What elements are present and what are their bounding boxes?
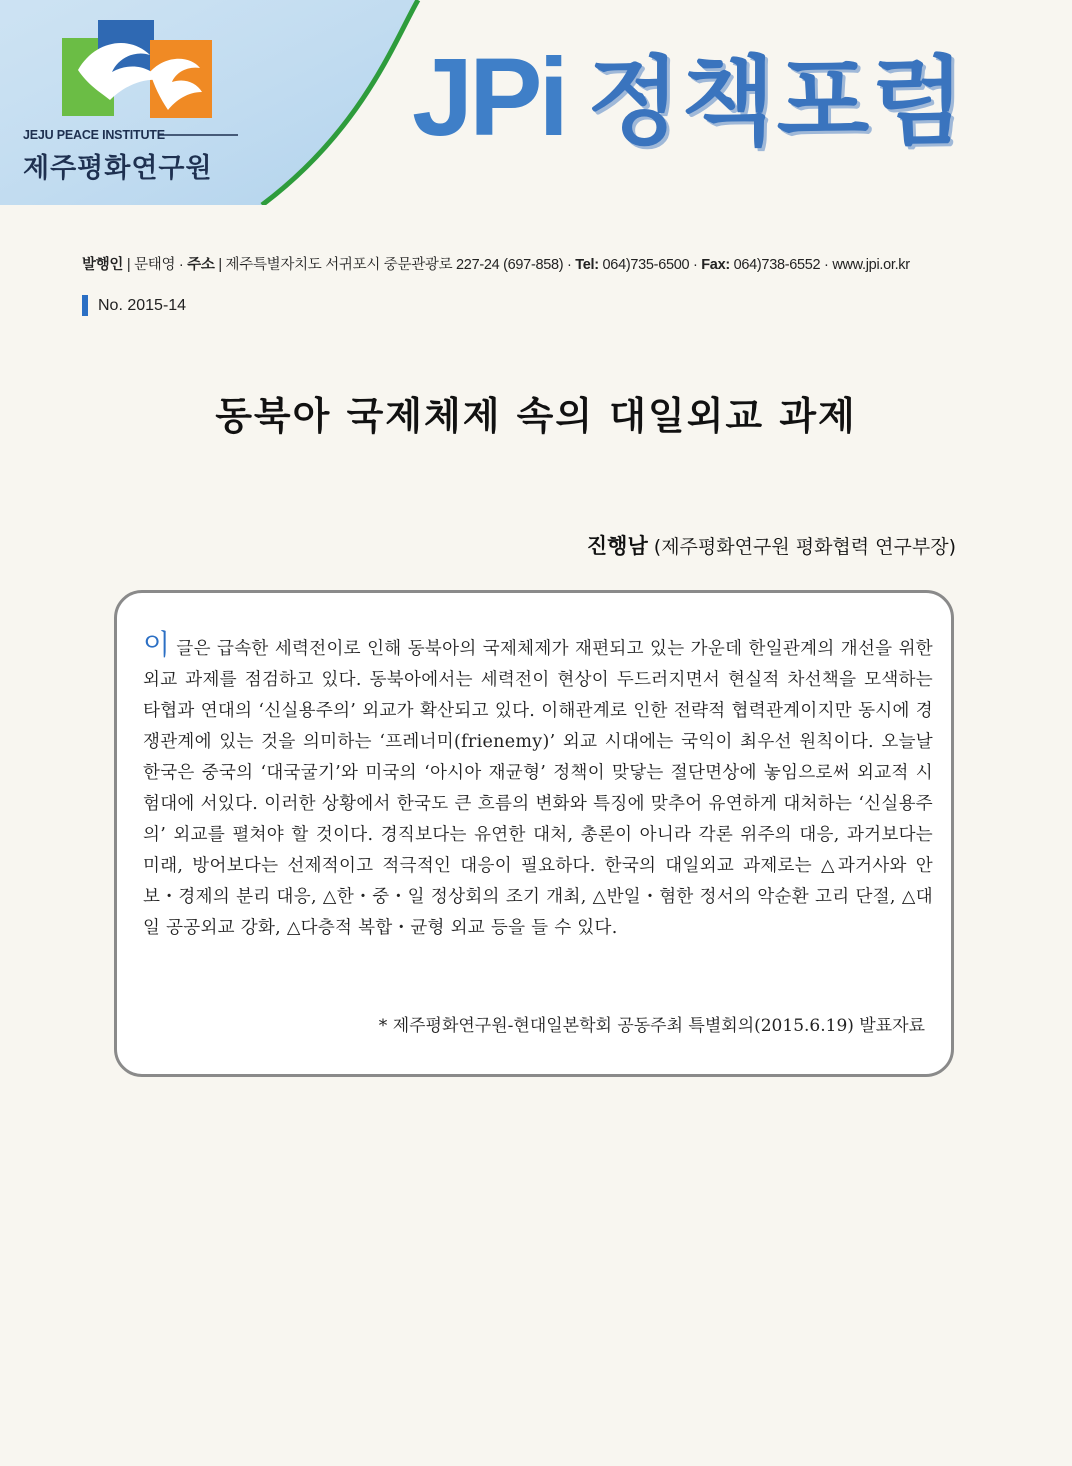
document-title: 동북아 국제체제 속의 대일외교 과제 <box>215 393 857 438</box>
issue-number <box>82 295 186 316</box>
summary-dropcap: 이 <box>143 628 171 661</box>
author-affiliation: (제주평화연구원 평화협력 연구부장) <box>653 536 956 558</box>
issue-text: No. 2015-14 <box>98 296 187 314</box>
author-line <box>587 530 956 560</box>
fax-label: Fax: <box>701 257 730 273</box>
tel-label: Tel: <box>575 257 599 273</box>
website-link[interactable]: www.jpi.or.kr <box>832 257 910 273</box>
summary-paragraph <box>143 629 933 944</box>
fax-number: 064)738-6552 <box>733 257 821 273</box>
brand-title <box>412 36 967 159</box>
address: 제주특별자치도 서귀포시 중문관광로 227-24 (697-858) <box>225 257 564 273</box>
tel-number: 064)735-6500 <box>602 257 690 273</box>
issue-marker-bar <box>82 295 88 316</box>
publisher-label: 발행인 <box>82 257 124 273</box>
summary-box <box>114 590 954 1077</box>
address-label: 주소 <box>187 257 215 273</box>
institute-name-english: JEJU PEACE INSTITUTE <box>23 128 165 142</box>
source-note: * 제주평화연구원-현대일본학회 공동주최 특별회의(2015.6.19) 발표자료 <box>378 1016 925 1036</box>
brand-jpi-wordmark: JPi <box>412 36 566 159</box>
publisher-line: 발행인 | 문태영 · 주소 | 제주특별자치도 서귀포시 중문관광로 227-24 (697-858) · Tel: 064)735-6500 · Fax: 064)738-6552 · www.jpi.or.kr <box>82 257 910 273</box>
publisher-name: 문태영 <box>134 257 176 273</box>
institute-name-korean: 제주평화연구원 <box>23 153 213 184</box>
header-banner <box>0 0 1072 205</box>
author-name: 진행남 <box>586 534 648 558</box>
summary-body: 글은 급속한 세력전이로 인해 동북아의 국제체제가 재편되고 있는 가운데 한일관계의 개선을 위한 외교 과제를 점검하고 있다. 동북아에서는 세력전이 현상이 두드러지면서 현실적 차선책을 모색하는 타협과 연대의 ‘신실용주의’ 외교가 확산되고 있다. 이해관계로 인한 전략적 협력관계이지만 동시에 경쟁관계에 있는 것을 의미하는 ‘프레너미(frienemy)’ 외교 시대에는 국익이 최우선 원칙이다. 오늘날 한국은 중국의 ‘대국굴기’와 미국의 ‘아시아 재균형’ 정책이 맞닿는 절단면상에 놓임으로써 외교적 시험대에 서있다. 이러한 상황에서 한국도 큰 흐름의 변화와 특징에 맞추어 유연하게 대처하는 ‘신실용주의’ 외교를 펼쳐야 할 것이다. 경직보다는 유연한 대처, 총론이 아니라 각론 위주의 대응, 과거보다는 미래, 방어보다는 선제적이고 적극적인 대응이 필요하다. 한국의 대일외교 과제로는 △과거사와 안보・경제의 분리 대응, △한・중・일 정상회의 조기 개최, △반일・혐한 정서의 악순환 고리 단절, △대일 공공외교 강화, △다층적 복합・균형 외교 등을 들 수 있다. <box>143 639 933 938</box>
brand-policy-forum: 정책포럼 <box>587 46 967 158</box>
